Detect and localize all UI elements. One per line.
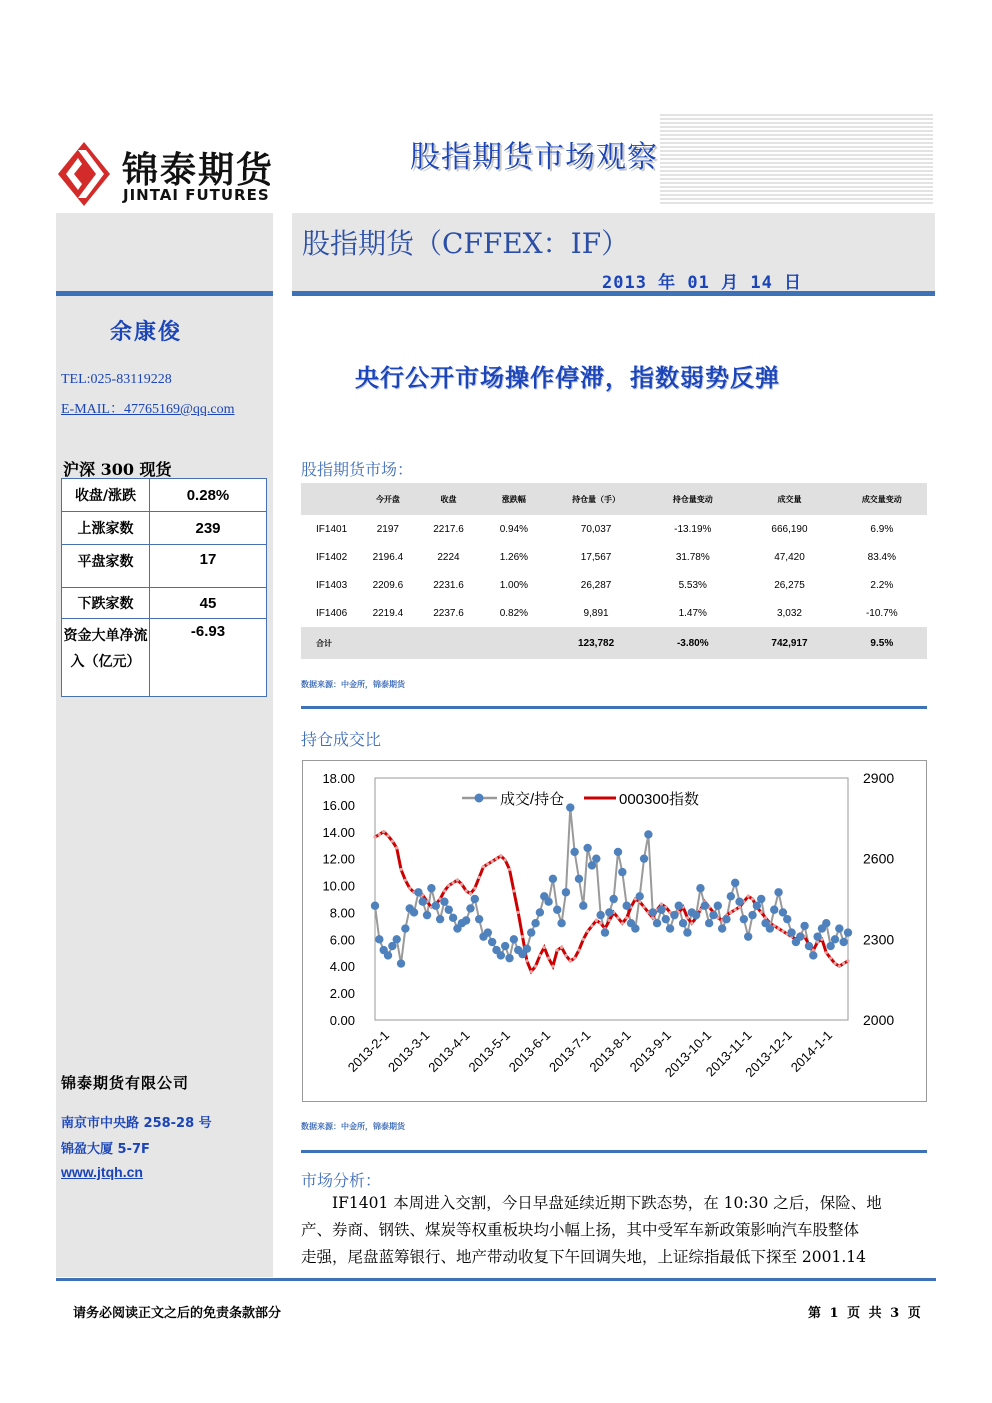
table-cell: 31.78% <box>675 551 710 563</box>
y-left-tick-label: 10.00 <box>322 878 355 894</box>
index-point <box>660 903 663 906</box>
ratio-point <box>809 951 817 959</box>
ratio-point <box>605 908 613 916</box>
index-point <box>651 916 654 919</box>
table-cell: 0.94% <box>499 523 529 535</box>
ratio-point <box>475 915 483 923</box>
table-cell: 1.26% <box>499 551 529 563</box>
table-row <box>62 512 267 545</box>
subtitle: 股指期货（CFFEX：IF） <box>302 227 630 260</box>
x-tick-label: 2013-8-1 <box>586 1027 634 1075</box>
page-number: 第 1 页 共 3 页 <box>808 1306 923 1321</box>
ratio-point <box>419 897 427 905</box>
table-cell: 2237.6 <box>433 607 464 619</box>
table-cell: 2196.4 <box>372 551 404 563</box>
table-cell: 70,037 <box>580 523 612 535</box>
spot-label: 上涨家数 <box>62 512 150 545</box>
ratio-point <box>527 928 535 936</box>
index-point <box>443 889 446 892</box>
index-point <box>547 957 550 960</box>
y-left-tick-label: 0.00 <box>329 1013 355 1028</box>
table-cell: 3,032 <box>776 607 802 619</box>
ratio-point <box>505 954 513 962</box>
index-point <box>738 905 741 908</box>
ratio-point <box>683 928 691 936</box>
index-point <box>586 930 589 933</box>
ratio-point <box>649 908 657 916</box>
logo-text-en: JINTAI FUTURES <box>123 186 270 204</box>
y-left-tick-label: 8.00 <box>329 905 355 921</box>
ratio-point <box>774 888 782 896</box>
index-point <box>460 883 463 886</box>
company-name: 锦泰期货有限公司 <box>61 1074 190 1092</box>
ratio-point <box>371 902 379 910</box>
table-cell: 0.82% <box>499 607 529 619</box>
ratio-point <box>549 875 557 883</box>
table-cell: 26,275 <box>774 579 805 591</box>
y-right-tick-label: 2600 <box>863 850 895 867</box>
ratio-point <box>484 928 492 936</box>
index-point <box>760 911 763 914</box>
ratio-point <box>735 897 743 905</box>
index-point <box>699 908 702 911</box>
x-tick-label: 2013-7-1 <box>546 1027 594 1075</box>
jintai-logo-icon <box>56 140 112 210</box>
index-point <box>816 940 819 943</box>
ratio-point <box>718 924 726 932</box>
ratio-point <box>675 902 683 910</box>
paragraph-line: 产、券商、钢铁、煤炭等权重板块均小幅上扬，其中受军车新政策影响汽车股整体 <box>301 1221 860 1239</box>
table-cell: 1.47% <box>678 607 707 619</box>
spot-table-title: 沪深 300 现货 <box>63 460 172 479</box>
ratio-point <box>423 911 431 919</box>
ratio-point <box>831 935 839 943</box>
x-tick-label: 2013-11-1 <box>702 1027 755 1080</box>
ratio-point <box>748 911 756 919</box>
ratio-point <box>553 906 561 914</box>
index-point <box>538 954 541 957</box>
table-cell: -3.80% <box>643 627 742 659</box>
x-tick-label: 2013-9-1 <box>626 1027 675 1075</box>
index-point <box>638 900 641 903</box>
table-cell: 2217.6 <box>433 523 464 535</box>
index-point <box>556 948 559 951</box>
ratio-point <box>662 915 670 923</box>
ratio-point <box>731 879 739 887</box>
ratio-point <box>596 911 604 919</box>
index-point <box>595 919 598 922</box>
spot-table <box>61 478 267 697</box>
ratio-point <box>796 932 804 940</box>
index-point <box>560 946 563 949</box>
table-row <box>301 571 927 599</box>
index-point <box>517 911 520 914</box>
ratio-point <box>757 895 765 903</box>
ratio-point <box>488 938 496 946</box>
index-point <box>512 889 515 892</box>
ratio-point <box>844 928 852 936</box>
ratio-point <box>579 902 587 910</box>
market-table <box>301 483 927 659</box>
logo-text-cn: 锦泰期货 <box>122 150 275 191</box>
column-header: 成交量变动 <box>837 483 927 515</box>
ratio-point <box>375 935 383 943</box>
analysis-section-label: 市场分析： <box>301 1171 382 1190</box>
y-left-tick-label: 4.00 <box>329 959 355 975</box>
index-point <box>491 860 494 863</box>
table-cell: 2231.6 <box>433 579 464 591</box>
y-left-tick-label: 2.00 <box>329 986 355 1002</box>
disclaimer-note: 请务必阅读正文之后的免责条款部分 <box>73 1306 282 1321</box>
ratio-point <box>501 942 509 950</box>
ratio-point <box>497 951 505 959</box>
index-point <box>447 884 450 887</box>
y-right-tick-label: 2000 <box>863 1012 895 1028</box>
index-point <box>564 954 567 957</box>
ratio-point <box>523 945 531 953</box>
table-cell: 9.5% <box>837 627 927 659</box>
table-row <box>62 619 267 697</box>
table-cell: 742,917 <box>742 627 836 659</box>
ratio-point <box>631 924 639 932</box>
chart-section-label: 持仓成交比 <box>301 730 382 749</box>
table-cell: 123,782 <box>549 627 643 659</box>
ratio-point <box>822 919 830 927</box>
ratio-point <box>714 902 722 910</box>
index-point <box>504 858 507 861</box>
market-section-label: 股指期货市场： <box>301 460 414 479</box>
index-point <box>478 876 481 879</box>
index-point <box>625 916 628 919</box>
section-divider <box>301 706 927 709</box>
ratio-point <box>622 902 630 910</box>
index-point <box>838 965 841 968</box>
index-point <box>747 895 750 898</box>
chart <box>302 760 927 1102</box>
table-cell: 83.4% <box>867 551 896 563</box>
ratio-point <box>462 916 470 924</box>
ratio-point <box>427 884 435 892</box>
index-point <box>534 965 537 968</box>
ratio-point <box>644 830 652 838</box>
ratio-point <box>692 911 700 919</box>
index-point <box>465 889 468 892</box>
y-left-tick-label: 14.00 <box>322 824 355 840</box>
ratio-point <box>766 924 774 932</box>
x-tick-label: 2013-4-1 <box>425 1027 473 1075</box>
spot-label: 收盘/涨跌 <box>62 479 150 512</box>
index-point <box>582 938 585 941</box>
ratio-point <box>696 884 704 892</box>
ratio-point <box>722 915 730 923</box>
ratio-point <box>466 904 474 912</box>
ratio-point <box>701 902 709 910</box>
table-cell: IF1403 <box>316 579 348 591</box>
spot-label: 下跌家数 <box>62 588 150 619</box>
ratio-point <box>410 908 418 916</box>
table-cell <box>479 627 549 659</box>
author-tel: TEL:025-83119228 <box>61 372 172 387</box>
logo <box>56 140 276 210</box>
table-cell: 9,891 <box>583 607 609 619</box>
ratio-point <box>570 848 578 856</box>
table-header-row <box>301 483 927 515</box>
index-point <box>521 935 524 938</box>
x-tick-label: 2013-12-1 <box>742 1027 795 1081</box>
spot-label: 资金大单净流入（亿元） <box>62 619 150 697</box>
index-point <box>833 962 836 965</box>
table-cell: IF1406 <box>316 607 348 619</box>
index-point <box>846 959 849 962</box>
table-cell: 2209.6 <box>372 579 404 591</box>
column-header: 成交量 <box>742 483 836 515</box>
spot-label: 平盘家数 <box>62 545 150 588</box>
index-point <box>686 916 689 919</box>
index-point <box>551 965 554 968</box>
ratio-point <box>805 942 813 950</box>
footer-bar <box>56 1278 936 1281</box>
x-tick-label: 2013-3-1 <box>384 1027 433 1075</box>
ratio-point <box>640 854 648 862</box>
company-address-1: 南京市中央路 258-28 号 <box>61 1116 212 1131</box>
index-point <box>469 892 472 895</box>
index-point <box>690 922 693 925</box>
index-point <box>404 879 407 882</box>
paragraph-line: 走强，尾盘蓝筹银行、地产带动收复下午回调失地，上证综指最低下探至 2001.14 <box>301 1248 867 1266</box>
index-point <box>395 846 398 849</box>
table-row <box>301 543 927 571</box>
ratio-point <box>592 854 600 862</box>
index-point <box>525 959 528 962</box>
table-cell: 47,420 <box>774 551 805 563</box>
legend-series-1: 成交/持仓 <box>500 791 565 808</box>
table-cell: 合计 <box>301 627 358 659</box>
ratio-point <box>670 911 678 919</box>
ratio-point <box>614 848 622 856</box>
table-cell: 2224 <box>437 551 460 563</box>
ratio-point <box>566 803 574 811</box>
ratio-point <box>657 906 665 914</box>
ratio-point <box>583 844 591 852</box>
ratio-point <box>727 892 735 900</box>
index-point <box>382 830 385 833</box>
index-point <box>373 836 376 839</box>
y-left-tick-label: 18.00 <box>322 771 355 786</box>
spot-value: 45 <box>150 588 267 619</box>
index-point <box>482 865 485 868</box>
ratio-point <box>666 924 674 932</box>
column-header: 持仓量变动 <box>643 483 742 515</box>
ratio-point <box>445 906 453 914</box>
x-tick-label: 2013-2-1 <box>344 1027 393 1075</box>
ratio-point <box>740 915 748 923</box>
table-cell: 5.53% <box>678 579 707 591</box>
index-point <box>751 897 754 900</box>
ratio-point <box>813 932 821 940</box>
ratio-point <box>544 897 552 905</box>
paragraph-line: IF1401 本周进入交割，今日早盘延续近期下跌态势，在 10:30 之后，保险、地 <box>332 1194 882 1212</box>
headline: 央行公开市场操作停滞，指数弱势反弹 <box>355 363 780 392</box>
index-point <box>391 840 394 843</box>
company-address-2: 锦盈大厦 5-7F <box>61 1142 150 1157</box>
ratio-point <box>432 902 440 910</box>
ratio-point <box>839 938 847 946</box>
spot-value: 0.28% <box>150 479 267 512</box>
index-point <box>569 959 572 962</box>
author-email[interactable]: E-MAIL：47765169@qq.com <box>61 402 235 417</box>
index-point <box>399 868 402 871</box>
table-row <box>62 545 267 588</box>
index-point <box>590 924 593 927</box>
index-point <box>573 957 576 960</box>
report-date: 2013 年 01 月 14 日 <box>602 273 803 293</box>
column-header: 收盘 <box>418 483 479 515</box>
index-point <box>452 881 455 884</box>
table-cell <box>358 627 419 659</box>
ratio-point <box>401 924 409 932</box>
report-title: 股指期货市场观察 <box>410 140 658 175</box>
ratio-point <box>705 919 713 927</box>
spot-value: 239 <box>150 512 267 545</box>
index-point <box>781 930 784 933</box>
table-row <box>301 515 927 543</box>
header-stripes <box>660 114 933 204</box>
column-header <box>301 483 358 515</box>
ratio-point <box>636 892 644 900</box>
y-left-tick-label: 16.00 <box>322 797 355 813</box>
ratio-point <box>575 875 583 883</box>
x-tick-label: 2013-10-1 <box>661 1027 715 1081</box>
ratio-point <box>557 919 565 927</box>
index-point <box>729 911 732 914</box>
index-point <box>642 905 645 908</box>
ratio-point <box>510 935 518 943</box>
y-left-tick-label: 6.00 <box>329 932 355 948</box>
index-point <box>543 946 546 949</box>
table-cell: IF1401 <box>316 523 348 535</box>
y-right-tick-label: 2300 <box>863 931 895 948</box>
table-cell: 2197 <box>376 523 399 535</box>
table-row <box>301 599 927 627</box>
ratio-point <box>531 919 539 927</box>
company-website-link[interactable]: www.jtqh.cn <box>61 1164 143 1180</box>
index-point <box>777 927 780 930</box>
index-point <box>812 948 815 951</box>
chart-source: 数据来源：中金所，锦泰期货 <box>301 1121 405 1131</box>
x-tick-label: 2014-1-1 <box>787 1027 836 1075</box>
index-point <box>734 908 737 911</box>
index-point <box>829 957 832 960</box>
index-point <box>386 834 389 837</box>
index-point <box>408 887 411 890</box>
ratio-point <box>783 915 791 923</box>
ratio-point <box>770 906 778 914</box>
ratio-point <box>709 911 717 919</box>
table-cell: 17,567 <box>580 551 612 563</box>
table-cell: 666,190 <box>771 523 808 535</box>
legend-series-2: 000300指数 <box>619 791 700 808</box>
y-right-tick-label: 2900 <box>863 770 895 786</box>
ratio-point <box>618 868 626 876</box>
x-tick-label: 2013-5-1 <box>465 1027 513 1075</box>
index-point <box>842 962 845 965</box>
ratio-point <box>835 924 843 932</box>
index-point <box>456 879 459 882</box>
x-tick-label: 2013-6-1 <box>505 1027 554 1075</box>
index-point <box>608 919 611 922</box>
table-cell: -10.7% <box>865 607 898 619</box>
spot-value: 17 <box>150 545 267 588</box>
table-total-row <box>301 627 927 659</box>
column-header: 今开盘 <box>358 483 419 515</box>
table-row <box>62 588 267 619</box>
ratio-point <box>392 935 400 943</box>
ratio-point <box>601 928 609 936</box>
ratio-point <box>744 932 752 940</box>
market-source: 数据来源：中金所，锦泰期货 <box>301 679 405 689</box>
ratio-point <box>384 951 392 959</box>
table-cell: 6.9% <box>870 523 894 535</box>
column-header: 持仓量（手） <box>549 483 643 515</box>
index-point <box>499 854 502 857</box>
ratio-point <box>679 919 687 927</box>
index-point <box>508 868 511 871</box>
index-point <box>764 916 767 919</box>
y-left-tick-label: 12.00 <box>322 851 355 867</box>
spot-value: -6.93 <box>150 619 267 697</box>
author-name: 余康俊 <box>110 319 183 345</box>
ratio-point <box>397 959 405 967</box>
index-point <box>473 887 476 890</box>
analysis-paragraph <box>301 1190 928 1271</box>
ratio-point <box>449 914 457 922</box>
index-point <box>378 833 381 836</box>
table-cell: 26,287 <box>580 579 612 591</box>
ratio-point <box>414 888 422 896</box>
ratio-point <box>653 919 661 927</box>
column-header: 涨跌幅 <box>479 483 549 515</box>
ratio-point <box>787 928 795 936</box>
index-point <box>486 862 489 865</box>
index-point <box>616 916 619 919</box>
ratio-point <box>436 915 444 923</box>
ratio-point <box>562 888 570 896</box>
table-cell <box>418 627 479 659</box>
index-point <box>599 922 602 925</box>
table-cell: 1.00% <box>499 579 529 591</box>
table-row <box>62 479 267 512</box>
table-cell: 2219.4 <box>372 607 404 619</box>
sidebar-top-bar <box>56 291 273 296</box>
index-point <box>825 951 828 954</box>
table-cell: 2.2% <box>870 579 894 591</box>
index-point <box>530 970 533 973</box>
index-point <box>621 922 624 925</box>
table-cell: IF1402 <box>316 551 348 563</box>
index-point <box>495 857 498 860</box>
index-point <box>577 948 580 951</box>
ratio-point <box>536 908 544 916</box>
ratio-point <box>800 922 808 930</box>
table-cell: -13.19% <box>674 523 712 535</box>
ratio-point <box>440 897 448 905</box>
ratio-point <box>609 895 617 903</box>
ratio-point <box>471 895 479 903</box>
section-divider <box>301 1150 927 1153</box>
